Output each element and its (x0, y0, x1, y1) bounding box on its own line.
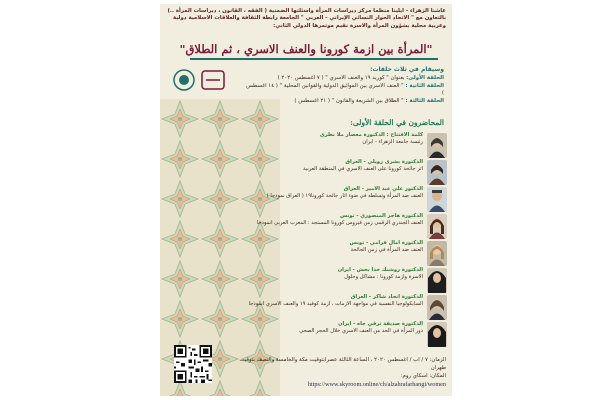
session-item (244, 98, 444, 106)
session-text: بعنوان " كوريد ١٩ والعنف الاسري " ( ٧ اغسطس ٢٠٢٠ ) (277, 74, 405, 81)
speaker-photo (427, 187, 447, 212)
speaker-photo (427, 160, 447, 185)
speakers-heading: المحاضرون في الحلقة الأولى: (350, 118, 444, 127)
organizer-logos (170, 66, 230, 96)
event-details (226, 356, 446, 390)
speaker-topic: الاسرة وازمة كورونا : مشاكل وحلول (344, 274, 423, 281)
event-place: المكان: اسكاي روم: (400, 373, 446, 380)
speaker-name: الدكتورة بشرى زويلي - العراق (345, 159, 423, 165)
speaker-item (207, 159, 447, 187)
speaker-item (207, 267, 447, 295)
speaker-item (207, 213, 447, 241)
speaker-name: الدكتورة هاجر المنصوري - تونس (340, 213, 423, 219)
speaker-name: الدكتورة صديقة ترقي جاه - ايران (338, 321, 423, 327)
session-label: الحلقة الثالثة : (405, 98, 444, 105)
page-title: "المرأة بين ازمة كورونا والعنف الاسري ، ثم الطلاق" (179, 42, 433, 56)
intro-text: عاشنا الزهراء - ايلينا منظما مركز ديراسات المرأة واسئلتها الضمنية ( الفقه ، القانون ، ديراسات المرأة ..) بالتعاون مع " الاتحاد الحوار النسائي الإيراني - العربي " الجامعة رابطة الثقافة والعلاقات الاسلامية دولية وعربية محلية بشؤون المرأة والاسرة نقيم موتمرها الدولي الثاني: (167, 8, 446, 29)
speaker-item (207, 240, 447, 268)
qr-code (174, 345, 212, 383)
speaker-topic: اثر جائحة كورونا على العنف الاسري في المنطقة العربية (303, 166, 423, 173)
sessions-lead: وسيقام في ثلاث حلقات: (370, 66, 444, 73)
speaker-photo (427, 214, 447, 239)
session-item (244, 75, 444, 83)
speaker-topic: رئيسة جامعة الزهراء - ايران (362, 139, 423, 146)
session-label: الحلقة الأولى: (406, 74, 444, 81)
speaker-photo (427, 241, 447, 266)
speaker-photo (427, 322, 447, 347)
speaker-topic: العنف ضد المرأة في زمن الجائحة (350, 247, 423, 254)
speaker-name: الدكتورة اتحاد شاكر - العراق (350, 294, 423, 300)
speaker-photo (427, 268, 447, 293)
event-link[interactable]: https://www.skyroom.online/ch/alzahrafarhangi/women (307, 381, 446, 389)
event-time: الزمان: ٧ / اب / اغسطس ٢٠٢٠ ، الساعة الثالثة عصرابتوقيت مكة والخامسة والنصف بتوقيت طهران (239, 357, 446, 372)
speaker-item (207, 321, 447, 349)
session-label: الحلقة الثانية : (405, 82, 444, 89)
speaker-name: الدكتورة روشنك خدا بخش - ايران (337, 267, 423, 273)
speaker-topic: السايكولوجيا النفسية في مواجهة الازمات ، ازمة كوفيد ١٩ والعنف الاسري انموذجا (248, 301, 423, 308)
sessions-list (244, 66, 444, 106)
speaker-topic: العنف ضد المرأة وتسلطه في ضوء اثار جائحة كورونا١٩ ( العراق نموذجا ) (266, 193, 423, 200)
poster (160, 4, 452, 396)
speaker-topic: دور المرأة في الحد من العنف الاسري خلال الحجر الصحي (299, 328, 423, 335)
speaker-item (207, 132, 447, 160)
speaker-topic: العنف الجندري الرقمي زمن فيروس كورونا المستجد : المغرب العربي انموذجا (256, 220, 423, 227)
speaker-name: كلمة الافتتاح : الدكتورة معصار ملا نظري (319, 132, 423, 138)
title-divider (190, 58, 438, 60)
speaker-name: الدكتور علي عبد الامير - العراق (343, 186, 423, 192)
speaker-item (207, 294, 447, 322)
speaker-photo (427, 295, 447, 320)
session-text: " العنف الاسري بين المواثيق الدولية والقوانين المحلية " ( ١٤ اغسطس ) (246, 82, 444, 97)
speaker-photo (427, 133, 447, 158)
session-text: " الطلاق بين الشريعة والقانون " ( ٢١ اغسطس ) (294, 98, 404, 105)
speaker-name: الدكتورة امال فرامي - تونس (349, 240, 423, 246)
speaker-item (207, 186, 447, 214)
session-item (244, 83, 444, 99)
